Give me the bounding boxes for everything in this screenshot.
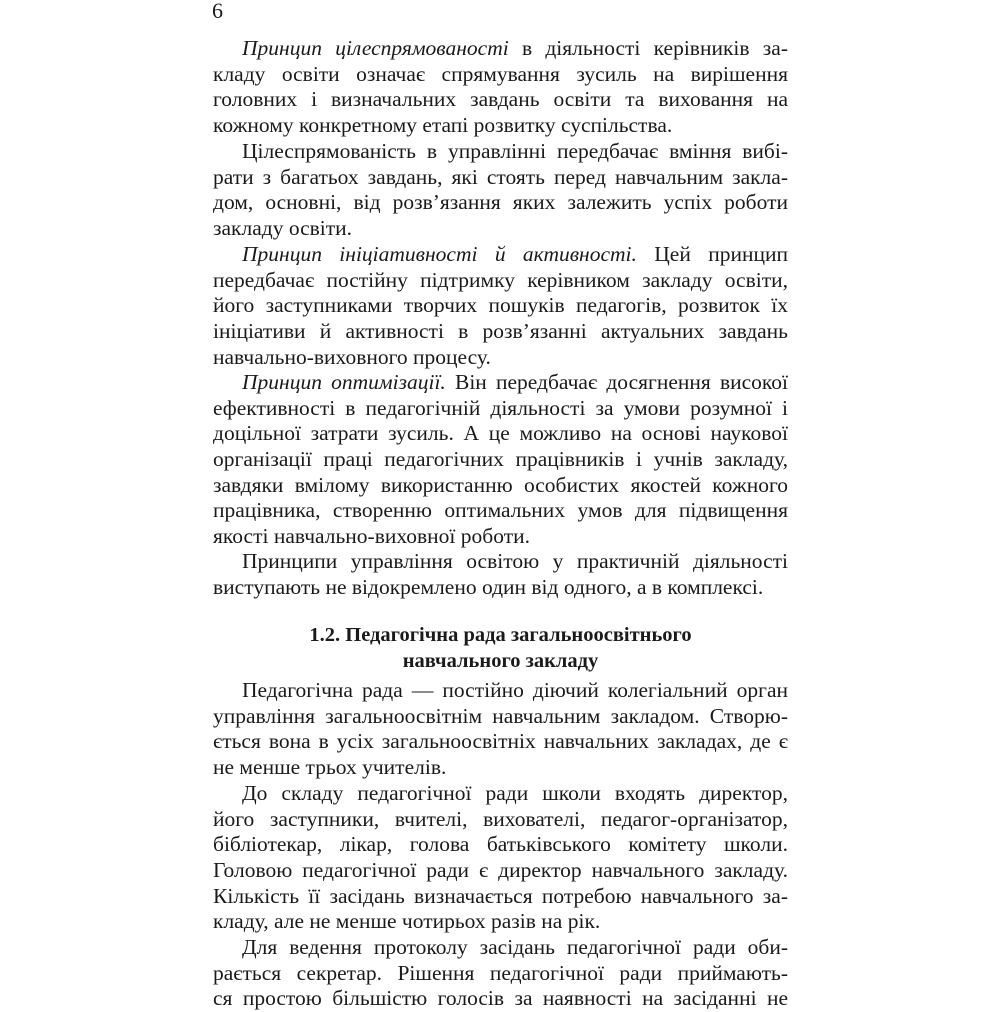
text-line: закладу освіти. bbox=[213, 216, 353, 241]
text-line: кладу освіти означає спрямування зусиль на вирішення bbox=[213, 61, 788, 86]
paragraph-goal-management bbox=[213, 139, 788, 242]
text-line bbox=[213, 36, 788, 62]
text-line: навчально-виховного процесу. bbox=[213, 344, 491, 369]
text-line: не менше трьох учителів. bbox=[213, 755, 447, 780]
term-italic: Принцип ініціативності й активності. bbox=[242, 242, 637, 266]
page-number: 6 bbox=[212, 0, 223, 23]
text-line: завдяки вмілому використанню особистих якостей кожного bbox=[213, 472, 788, 497]
text-line: Для ведення протоколу засідань педагогічної ради оби- bbox=[242, 935, 788, 959]
text-fragment: Він передбачає досягнення високої bbox=[445, 370, 788, 394]
text-line: Принципи управління освітою у практичній діяльності bbox=[242, 549, 788, 573]
text-line: передбачає постійну підтримку керівником закладу освіти, bbox=[213, 267, 788, 292]
heading-line: навчального закладу bbox=[402, 649, 599, 672]
text-line: бібліотекар, лікар, голова батьківського комітету школи. bbox=[213, 832, 788, 857]
text-fragment: Цей принцип bbox=[636, 242, 788, 266]
text-line: управління загальноосвітнім навчальним закладом. Створю- bbox=[213, 703, 788, 728]
text-line: виступають не відокремлено один від одного, а в комплексі. bbox=[213, 574, 764, 599]
text-line: дом, основні, від розв’язання яких залежить успіх роботи bbox=[213, 190, 788, 215]
paragraph-optimization-principle bbox=[213, 370, 788, 550]
text-line: його заступники, вчителі, вихователі, педагог-організатор, bbox=[213, 806, 788, 831]
text-line: ється вона в усіх загальноосвітніх навчальних закладах, де є bbox=[213, 729, 788, 754]
text-line: рати з багатьох завдань, які стоять перед навчальним закла- bbox=[213, 164, 788, 189]
text-line: Цілеспрямованість в управлінні передбачає вміння вибі- bbox=[242, 139, 788, 163]
text-fragment: в діяльності керівників за- bbox=[508, 36, 788, 60]
text-line: До складу педагогічної ради школи входять директор, bbox=[242, 781, 788, 805]
text-line: Головою педагогічної ради є директор навчального закладу. bbox=[213, 858, 788, 883]
text-line bbox=[213, 242, 788, 268]
paragraph-council-secretary bbox=[213, 935, 788, 1012]
text-line: кладу, але не менше чотирьох разів на рік. bbox=[213, 909, 601, 934]
section-heading bbox=[213, 623, 788, 674]
paragraph-principles-complex bbox=[213, 549, 788, 600]
term-italic: Принцип оптимізації. bbox=[242, 370, 446, 394]
text-line: Кількість її засідань визначається потребою навчального за- bbox=[213, 883, 788, 908]
paragraph-council-composition bbox=[213, 781, 788, 935]
paragraph-goal-principle bbox=[213, 36, 788, 139]
text-line: кожному конкретному етапі розвитку суспільства. bbox=[213, 113, 673, 138]
text-line: рається секретар. Рішення педагогічної ради приймають- bbox=[213, 960, 788, 985]
heading-line: 1.2. Педагогічна рада загальноосвітнього bbox=[309, 624, 692, 646]
text-line: якості навчально-виховної роботи. bbox=[213, 524, 530, 549]
term-italic: Принцип цілеспрямованості bbox=[242, 36, 509, 60]
text-line: Педагогічна рада — постійно діючий колегіальний орган bbox=[242, 678, 788, 702]
text-line bbox=[213, 370, 788, 396]
text-line: головних і визначальних завдань освіти та виховання на bbox=[213, 87, 788, 112]
paragraph-initiative-principle bbox=[213, 242, 788, 370]
text-line: ефективності в педагогічній діяльності за умови розумної і bbox=[213, 395, 788, 420]
text-line: організації праці педагогічних працівників і учнів закладу, bbox=[213, 447, 788, 472]
text-line: доцільної затрати зусиль. А це можливо на основі наукової bbox=[213, 421, 788, 446]
text-line: його заступниками творчих пошуків педагогів, розвиток їх bbox=[213, 293, 788, 318]
text-line: працівника, створенню оптимальних умов для підвищення bbox=[213, 498, 788, 523]
paragraph-pedagogical-council bbox=[213, 678, 788, 781]
text-line: ся простою більшістю голосів за наявності на засіданні не bbox=[213, 986, 788, 1011]
text-line: ініціативи й активності в розв’язанні актуальних завдань bbox=[213, 319, 788, 344]
